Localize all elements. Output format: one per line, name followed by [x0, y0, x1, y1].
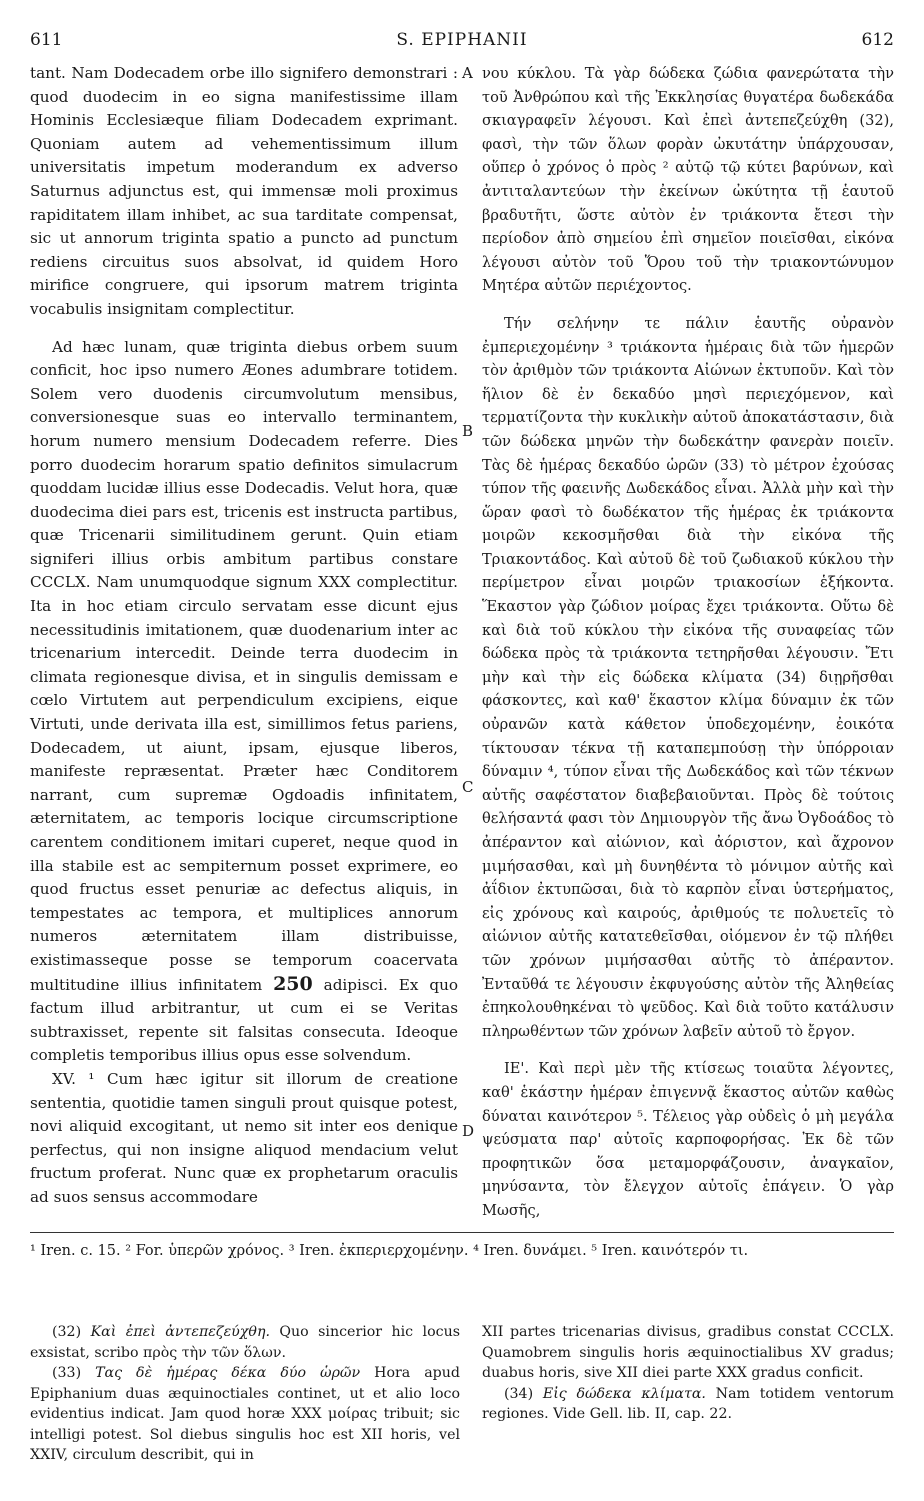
greek-paragraph-3: ΙΕ'. Καὶ περὶ μὲν τῆς κτίσεως τοιαῦτα λέγοντες, καθ' ἑκάστην ἡμέραν ἐπιγεννᾷ ἕκαστος αὐτῶν καθὼς δύναται καινότερον ⁵. Τέλειος γὰρ οὐδεὶς ὁ μὴ μεγάλα ψεύσματα παρ' αὐτοῖς καρποφορήσας. Ἐκ δὲ τῶν προφητικῶν ὅσα μεταμορφάζουσιν, ἀναγκαῖον, μηνύσαντα, τὸν ἔλεγχον αὐτοῖς ἐπάγειν. Ὁ γὰρ Μωσῆς,: [482, 1060, 894, 1219]
margin-marker-b: B: [462, 422, 474, 440]
greek-paragraph-2: Τήν σελήνην τε πάλιν ἑαυτῆς οὐρανὸν ἐμπεριεχομένην ³ τριάκοντα ἡμέραις διὰ τῶν ἡμερῶν τὸν ἀριθμὸν τῶν τριάκοντα Αἰώνων ἐκτυποῦν. Καὶ τὸν ἥλιον δὲ ἐν δεκαδύο μησὶ περιεχόμενον, καὶ τερματίζοντα τὴν κυκλικὴν αὐτοῦ ἀποκατάστασιν, διὰ τῶν δώδεκα μηνῶν τὴν δωδεκάτην φανερὰν ποιεῖν. Τὰς δὲ ἡμέρας δεκαδύο ὡρῶν (33) τὸ μέτρον ἐχούσας τύπον τῆς φαεινῆς Δωδεκάδος εἶναι. Ἀλλὰ μὴν καὶ τὴν ὥραν φασὶ τὸ δωδέκατον τῆς ἡμέρας ἐκ τριάκοντα μοιρῶν κεκοσμῆσθαι διὰ τὴν εἰκόνα τῆς Τριακοντάδος. Καὶ αὐτοῦ δὲ τοῦ ζωδιακοῦ κύκλου τὴν περίμετρον εἶναι μοιρῶν τριακοσίων ἑξήκοντα. Ἕκαστον γὰρ ζώδιον μοίρας ἔχει τριάκοντα. Οὕτω δὲ καὶ διὰ τοῦ κύκλου τὴν εἰκόνα τῆς συναφείας τῶν δώδεκα πρὸς τὰ τριάκοντα τετηρῆσθαι λέγουσιν. Ἔτι μὴν καὶ τὴν εἰς δώδεκα κλίματα (34) διῃρῆσθαι φάσκοντες, καὶ καθ' ἕκαστον κλίμα δύναμιν ἐκ τῶν οὐρανῶν κατὰ κάθετον ὑποδεχομένην, ἐοικότα τίκτουσαν τέκνα τῇ καταπεμπούσῃ τὴν ὑπόρροιαν δύναμιν ⁴, τύπον εἶναι τῆς Δωδεκάδος καὶ τῶν τέκνων αὐτῆς σαφέστατον διαβεβαιοῦνται. Πρὸς δὲ τούτοις θελήσαντά φασι τὸν Δημιουργὸν τῆς ἄνω Ὀγδοάδος τὸ ἀπέραντον καὶ αἰώνιον, καὶ ἀόριστον, καὶ ἄχρονον μιμήσασθαι, καὶ μὴ δυνηθέντα τὸ μόνιμον αὐτῆς καὶ ἀΐδιον ἐκτυπῶσαι, διὰ τὸ καρπὸν εἶναι ὑστερήματος, εἰς χρόνους καὶ καιρούς, ἀριθμούς τε πολυετεῖς τὸ αἰώνιον αὐτῆς κατατεθεῖσθαι, οἰόμενον ἐν τῷ πλήθει τῶν χρόνων μιμήσασθαι αὐτῆς τὸ ἀπέραντον. Ἐνταῦθά τε λέγουσιν ἐκφυγούσης αὐτὸν τῆς Ἀληθείας ἐπηκολουθηκέναι τὸ ψεῦδος. Καὶ διὰ τοῦτο κατάλυσιν πληρωθέντων τῶν χρόνων λαβεῖν αὐτοῦ τὸ ἔργον.: [482, 314, 894, 1040]
note-32-label: (32): [52, 1324, 82, 1340]
note-33-text: Hora apud Epiphanium duas æquinoctiales continet, ut et alio loco evidentius indicat. Jam quod horæ XXX μοίρας tribuit; sic intelligi potest. Sol diebus singulis hoc est XII horis, vel XXIV, circulum describit, qui in: [30, 1365, 460, 1463]
latin-paragraph-1: tant. Nam Dodecadem orbe illo signifero demonstrari : quod duodecim in eo signa manifestissime illam Hominis Ecclesiæque filiam Dodecadem exprimant. Quoniam autem ad vehementissimum illum universitatis impetum moderandum ex adverso Saturnus adjunctus est, qui immensæ moli proximus rapiditatem illam inhibet, ac sua tarditate compensat, sic ut annorum triginta spatio a puncto ad punctum rediens circuitus suos absolvat, id quidem Horo mirifice congruere, qui ipsorum matrem triginta vocabulis insignitam complectitur.: [30, 64, 458, 318]
margin-marker-c: C: [462, 778, 474, 796]
latin-paragraph-2: [30, 336, 458, 1068]
note-34-text: Nam totidem ventorum regiones. Vide Gell. lib. II, cap. 22.: [482, 1385, 895, 1422]
note-34: [482, 1384, 894, 1425]
footnote-divider: [30, 1232, 894, 1233]
latin-paragraph-3: XV. ¹ Cum hæc igitur sit illorum de creatione sententia, quotidie tamen singuli prout quisque potest, novi aliquid excogitant, ut nemo sit inter eos denique perfectus, qui non insigne aliquod mendacium velut fructum proferat. Nunc quæ ex prophetarum oraculis ad suos sensus accommodare: [30, 1069, 458, 1206]
margin-marker-d: D: [462, 1122, 475, 1140]
note-33: [30, 1363, 460, 1466]
running-header: [30, 30, 894, 56]
note-34-greek: Εἰς δώδεκα κλίματα.: [542, 1385, 706, 1402]
column-number-250: 250: [273, 972, 313, 995]
note-34-label: (34): [504, 1385, 534, 1402]
running-title: S. EPIPHANII: [396, 30, 528, 50]
latin-column: [30, 62, 458, 1210]
greek-paragraph-1: νου κύκλου. Τὰ γὰρ δώδεκα ζώδια φανερώτατα τὴν τοῦ Ἀνθρώπου καὶ τῆς Ἐκκλησίας θυγατέρα δωδεκάδα σκιαγραφεῖν λέγουσι. Καὶ ἐπεὶ ἀντεπεζεύχθη (32), φασὶ, τὴν τῶν ὅλων φορὰν ὠκυτάτην ὑπάρχουσαν, οὕπερ ὁ χρόνος ὁ πρὸς ² αὐτῷ τῷ κύτει βαρύνων, καὶ ἀντιταλαντεύων τὴν ἐκείνων ὠκύτητα τῇ ἑαυτοῦ βραδυτῆτι, ὥστε αὐτὸν ἐν τριάκοντα ἔτεσι τὴν περίοδον ἀπὸ σημείου ἐπὶ σημεῖον ποιεῖσθαι, εἰκόνα λέγουσι αὐτὸν τοῦ Ὅρου τοῦ τὴν τριακοντώνυμον Μητέρα αὐτῶν περιέχοντος.: [482, 65, 894, 295]
notes-left-column: [30, 1322, 460, 1466]
latin-paragraph-2-end: adipisci. Ex quo factum illud arbitrantur, ut cum ei se Veritas subtraxisset, repente sit falsitas consecuta. Ideoque completis temporibus illius opus esse solvendum.: [30, 975, 458, 1065]
page-number-right: 612: [861, 30, 894, 50]
note-33-greek: Τας δὲ ἡμέρας δέκα δύο ὡρῶν: [95, 1365, 361, 1381]
note-33-label: (33): [52, 1365, 82, 1381]
note-33-continued: XII partes tricenarias divisus, gradibus constat CCCLX. Quamobrem singulis horis æquinoctialibus XV gradus; duabus horis, sive XII diei parte XXX gradus conficit.: [482, 1324, 894, 1381]
note-32-greek: Καὶ ἐπεὶ ἀντεπεζεύχθη.: [90, 1324, 270, 1340]
notes-right-column: [482, 1322, 894, 1425]
latin-paragraph-2-text: Ad hæc lunam, quæ triginta diebus orbem suum conficit, hoc ipso numero Æones adumbrare totidem. Solem vero duodenis circumvolutum mensibus, conversionesque suas eo intervallo terminantem, horum numero mensium Dodecadem referre. Dies porro duodecim horarum spatio definitos simulacrum quoddam lucidæ illius esse Dodecadis. Velut hora, quæ duodecima diei pars est, tricenis est instructa partibus, quæ Tricenarii similitudinem gerunt. Quin etiam signiferi illius orbis ambitum partibus constare CCCLX. Nam unumquodque signum XXX complectitur. Ita in hoc etiam circulo servatam esse dicunt ejus necessitudinis imitationem, quæ duodenarium inter ac tricenarium intercedit. Deinde terra duodecim in climata regionesque divisa, et in singulis demissam e cœlo Virtutem aut perpendiculum excipiens, eique Virtuti, unde derivata illa est, simillimos fetus pariens, Dodecadem, ut aiunt, ipsam, ejusque liberos, manifeste repræsentat. Præter hæc Conditorem narrant, cum supremæ Ogdoadis infinitatem, æternitatem, ac temporis locique circumscriptione carentem conditionem imitari cuperet, neque quod in illa stabile est ac sempiternum posset exprimere, eo quod fructus esset penuriæ ac defectus aliquis, in tempestates ac tempora, et multiplices annorum numeros æternitatem illam distribuisse, existimasseque posse se temporum coacervata multitudine illius infinitatem: [30, 337, 458, 994]
margin-marker-a: A: [462, 64, 473, 82]
note-32-text: Quo sincerior hic locus exsistat, scribo πρὸς τὴν τῶν ὅλων.: [30, 1324, 461, 1361]
source-footnotes: ¹ Iren. c. 15. ² For. ὑπερῶν χρόνος. ³ Iren. ἐκπεριερχομένην. ⁴ Iren. δυνάμει. ⁵ Iren. καινότερόν τι.: [30, 1243, 749, 1259]
note-32: [30, 1322, 460, 1363]
page-number-left: 611: [30, 30, 63, 50]
greek-column: [482, 62, 894, 1223]
